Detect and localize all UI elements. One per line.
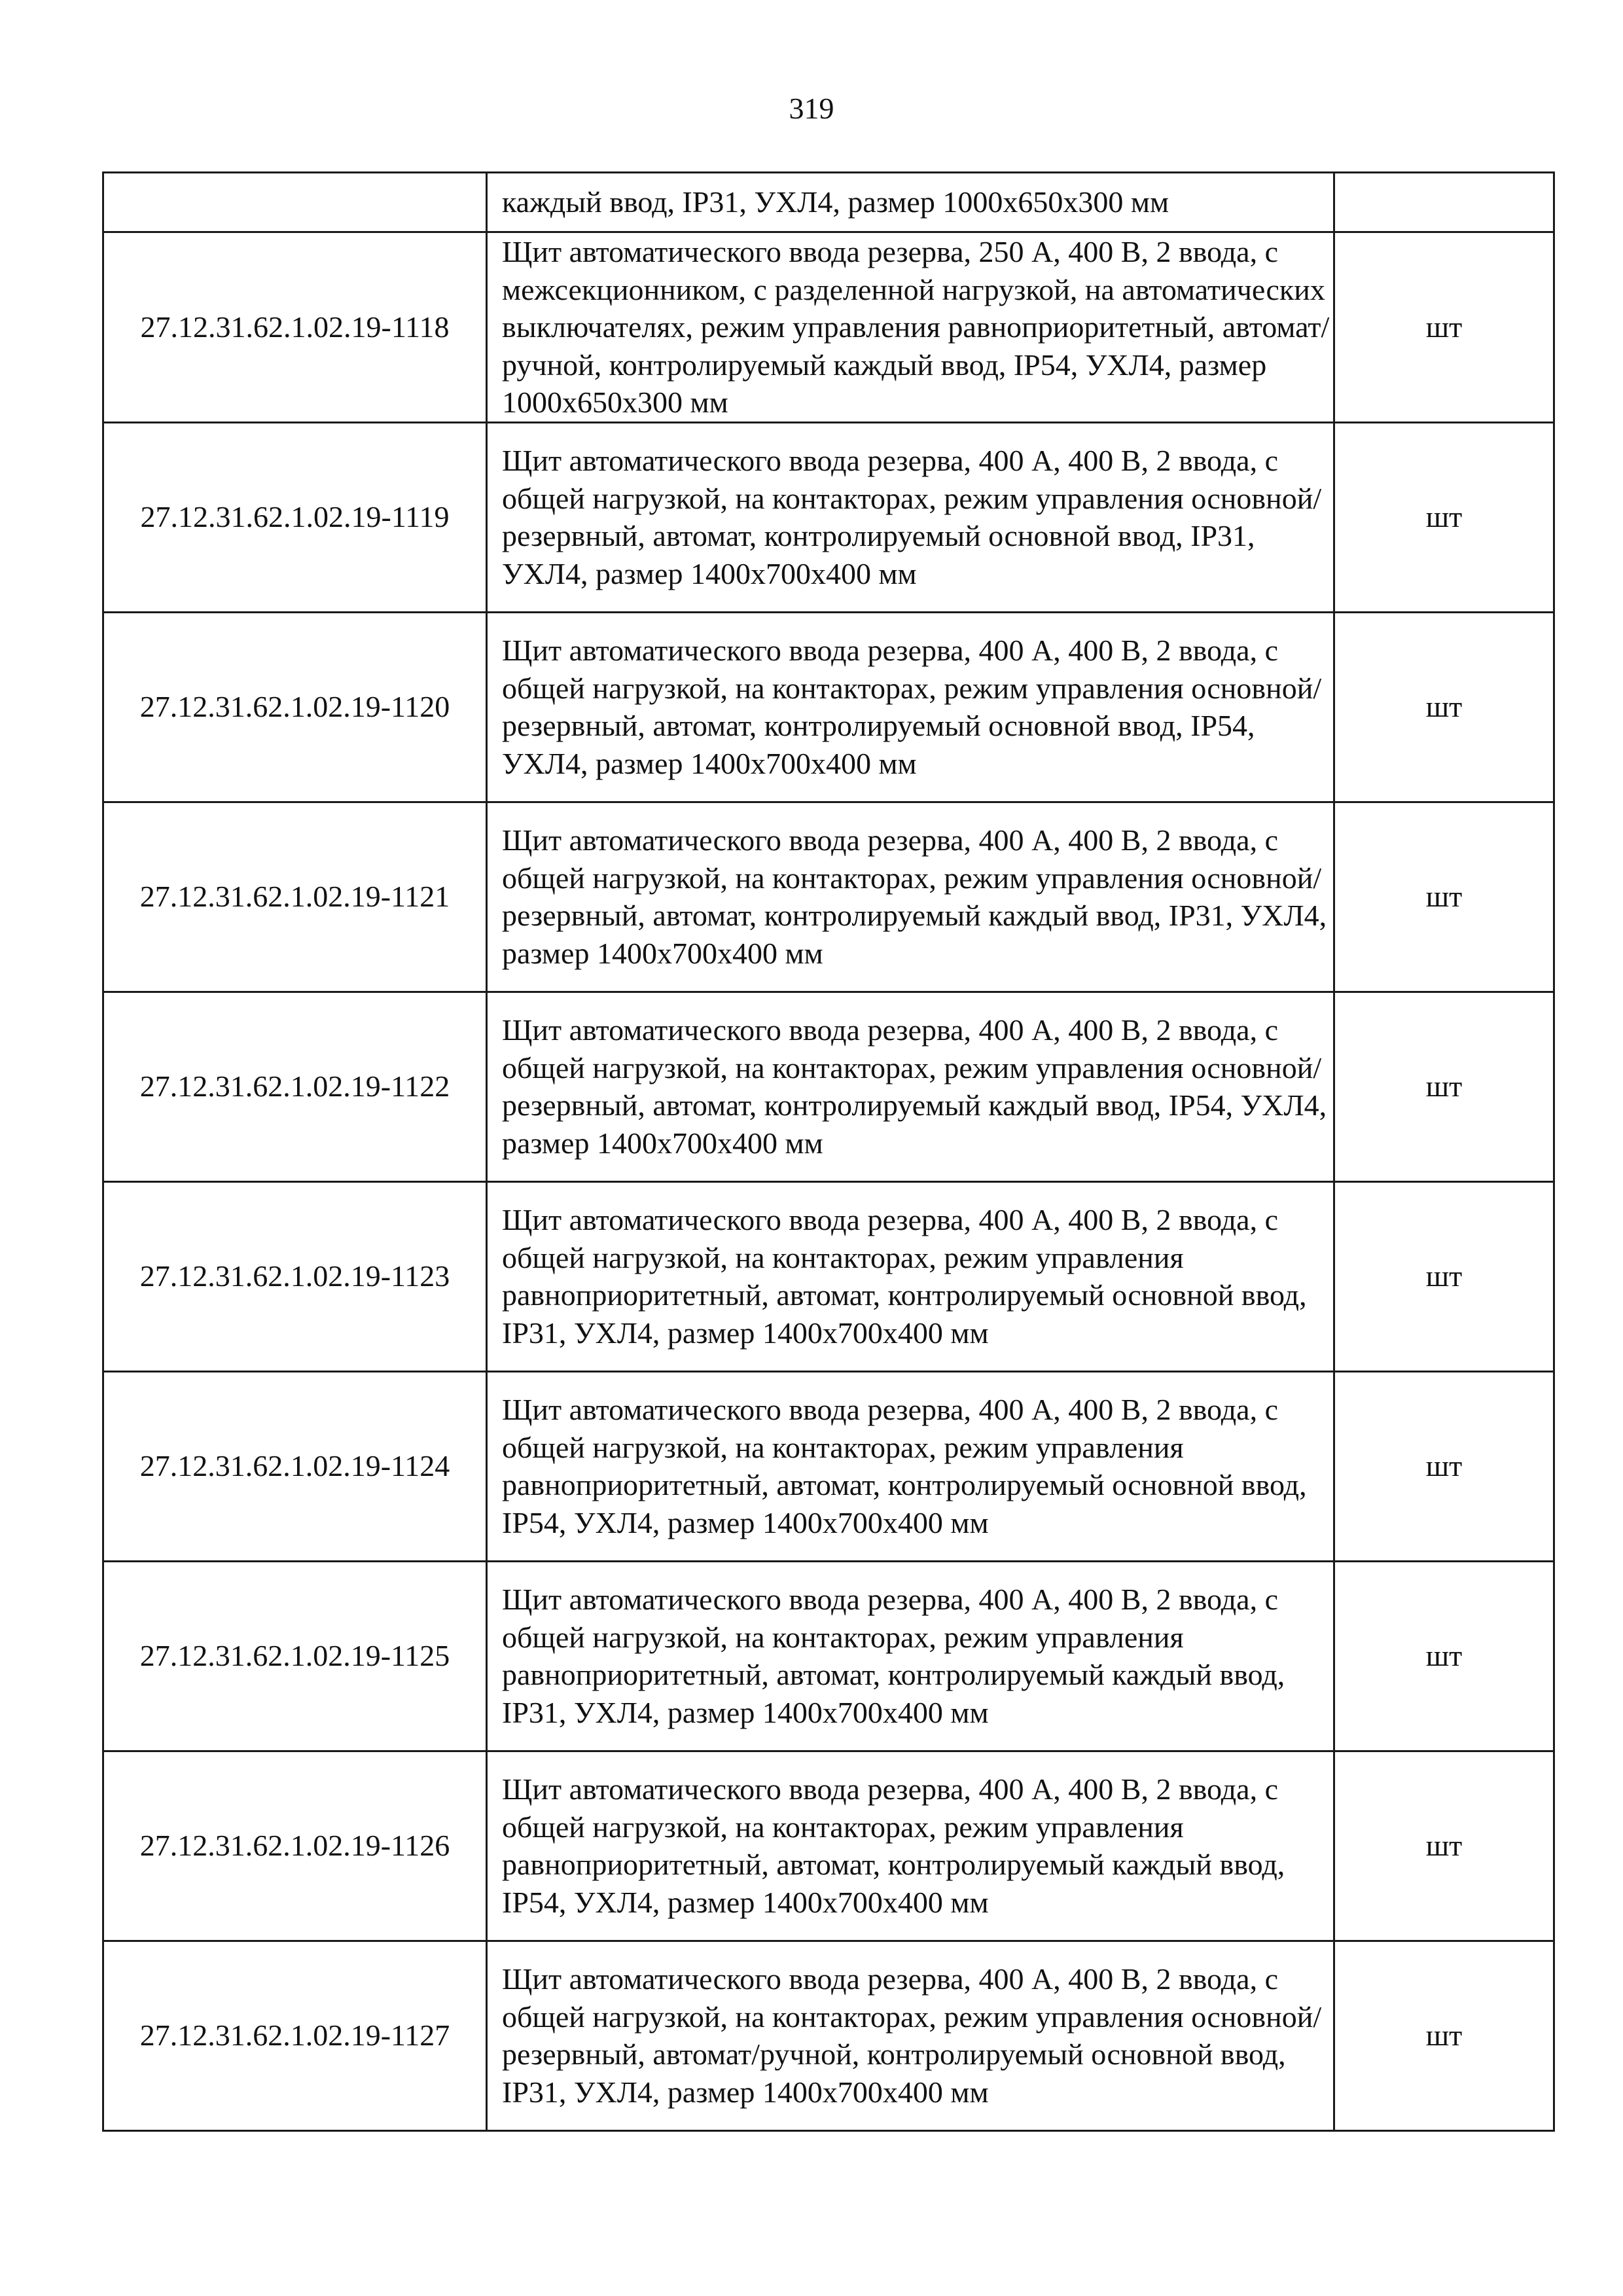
code-cell: 27.12.31.62.1.02.19-1127 — [103, 1941, 487, 2130]
code-cell: 27.12.31.62.1.02.19-1124 — [103, 1371, 487, 1561]
table-row — [103, 232, 1554, 423]
description-cell: каждый ввод, IP31, УХЛ4, размер 1000х650х300 мм — [487, 173, 1334, 232]
unit-cell: шт — [1334, 1561, 1554, 1751]
unit-cell: шт — [1334, 802, 1554, 992]
table-row — [103, 1561, 1554, 1751]
table-row — [103, 1371, 1554, 1561]
description-cell: Щит автоматического ввода резерва, 400 А, 400 В, 2 ввода, с общей нагрузкой, на контакторах, режим управления основной/резервный, автомат, контролируемый основной ввод, IP31, УХЛ4, размер 1400х700х400 мм — [487, 422, 1334, 612]
resource-table — [102, 171, 1555, 2132]
unit-cell: шт — [1334, 422, 1554, 612]
description-cell: Щит автоматического ввода резерва, 400 А, 400 В, 2 ввода, с общей нагрузкой, на контакторах, режим управления основной/резервный, автомат, контролируемый каждый ввод, IP31, УХЛ4, размер 1400х700х400 мм — [487, 802, 1334, 992]
code-cell: 27.12.31.62.1.02.19-1122 — [103, 992, 487, 1181]
description-cell: Щит автоматического ввода резерва, 250 А, 400 В, 2 ввода, с межсекционником, с разделенной нагрузкой, на автоматических выключателях, режим управления равноприоритетный, автомат/ручной, контролируемый каждый ввод, IP54, УХЛ4, размер 1000х650х300 мм — [487, 232, 1334, 423]
code-cell: 27.12.31.62.1.02.19-1120 — [103, 612, 487, 802]
code-cell — [103, 173, 487, 232]
table-row — [103, 612, 1554, 802]
code-cell: 27.12.31.62.1.02.19-1125 — [103, 1561, 487, 1751]
unit-cell: шт — [1334, 1941, 1554, 2130]
description-cell: Щит автоматического ввода резерва, 400 А, 400 В, 2 ввода, с общей нагрузкой, на контакторах, режим управления основной/резервный, автомат, контролируемый основной ввод, IP54, УХЛ4, размер 1400х700х400 мм — [487, 612, 1334, 802]
unit-cell: шт — [1334, 612, 1554, 802]
code-cell: 27.12.31.62.1.02.19-1121 — [103, 802, 487, 992]
code-cell: 27.12.31.62.1.02.19-1119 — [103, 422, 487, 612]
unit-cell: шт — [1334, 1181, 1554, 1371]
description-cell: Щит автоматического ввода резерва, 400 А, 400 В, 2 ввода, с общей нагрузкой, на контакторах, режим управления основной/резервный, автомат/ручной, контролируемый основной ввод, IP31, УХЛ4, размер 1400х700х400 мм — [487, 1941, 1334, 2130]
code-cell: 27.12.31.62.1.02.19-1126 — [103, 1751, 487, 1941]
table-row — [103, 1751, 1554, 1941]
unit-cell: шт — [1334, 992, 1554, 1181]
description-cell: Щит автоматического ввода резерва, 400 А, 400 В, 2 ввода, с общей нагрузкой, на контакторах, режим управления равноприоритетный, автомат, контролируемый каждый ввод, IP31, УХЛ4, размер 1400х700х400 мм — [487, 1561, 1334, 1751]
table-row-continuation — [103, 173, 1554, 232]
unit-cell: шт — [1334, 1371, 1554, 1561]
page-number: 319 — [789, 92, 834, 125]
table-row — [103, 422, 1554, 612]
description-cell: Щит автоматического ввода резерва, 400 А, 400 В, 2 ввода, с общей нагрузкой, на контакторах, режим управления основной/резервный, автомат, контролируемый каждый ввод, IP54, УХЛ4, размер 1400х700х400 мм — [487, 992, 1334, 1181]
table-row — [103, 802, 1554, 992]
code-cell: 27.12.31.62.1.02.19-1118 — [103, 232, 487, 423]
code-cell: 27.12.31.62.1.02.19-1123 — [103, 1181, 487, 1371]
table-row — [103, 1181, 1554, 1371]
table-row — [103, 1941, 1554, 2130]
unit-cell: шт — [1334, 1751, 1554, 1941]
description-cell: Щит автоматического ввода резерва, 400 А, 400 В, 2 ввода, с общей нагрузкой, на контакторах, режим управления равноприоритетный, автомат, контролируемый каждый ввод, IP54, УХЛ4, размер 1400х700х400 мм — [487, 1751, 1334, 1941]
description-cell: Щит автоматического ввода резерва, 400 А, 400 В, 2 ввода, с общей нагрузкой, на контакторах, режим управления равноприоритетный, автомат, контролируемый основной ввод, IP54, УХЛ4, размер 1400х700х400 мм — [487, 1371, 1334, 1561]
unit-cell — [1334, 173, 1554, 232]
unit-cell: шт — [1334, 232, 1554, 423]
table-row — [103, 992, 1554, 1181]
description-cell: Щит автоматического ввода резерва, 400 А, 400 В, 2 ввода, с общей нагрузкой, на контакторах, режим управления равноприоритетный, автомат, контролируемый основной ввод, IP31, УХЛ4, размер 1400х700х400 мм — [487, 1181, 1334, 1371]
